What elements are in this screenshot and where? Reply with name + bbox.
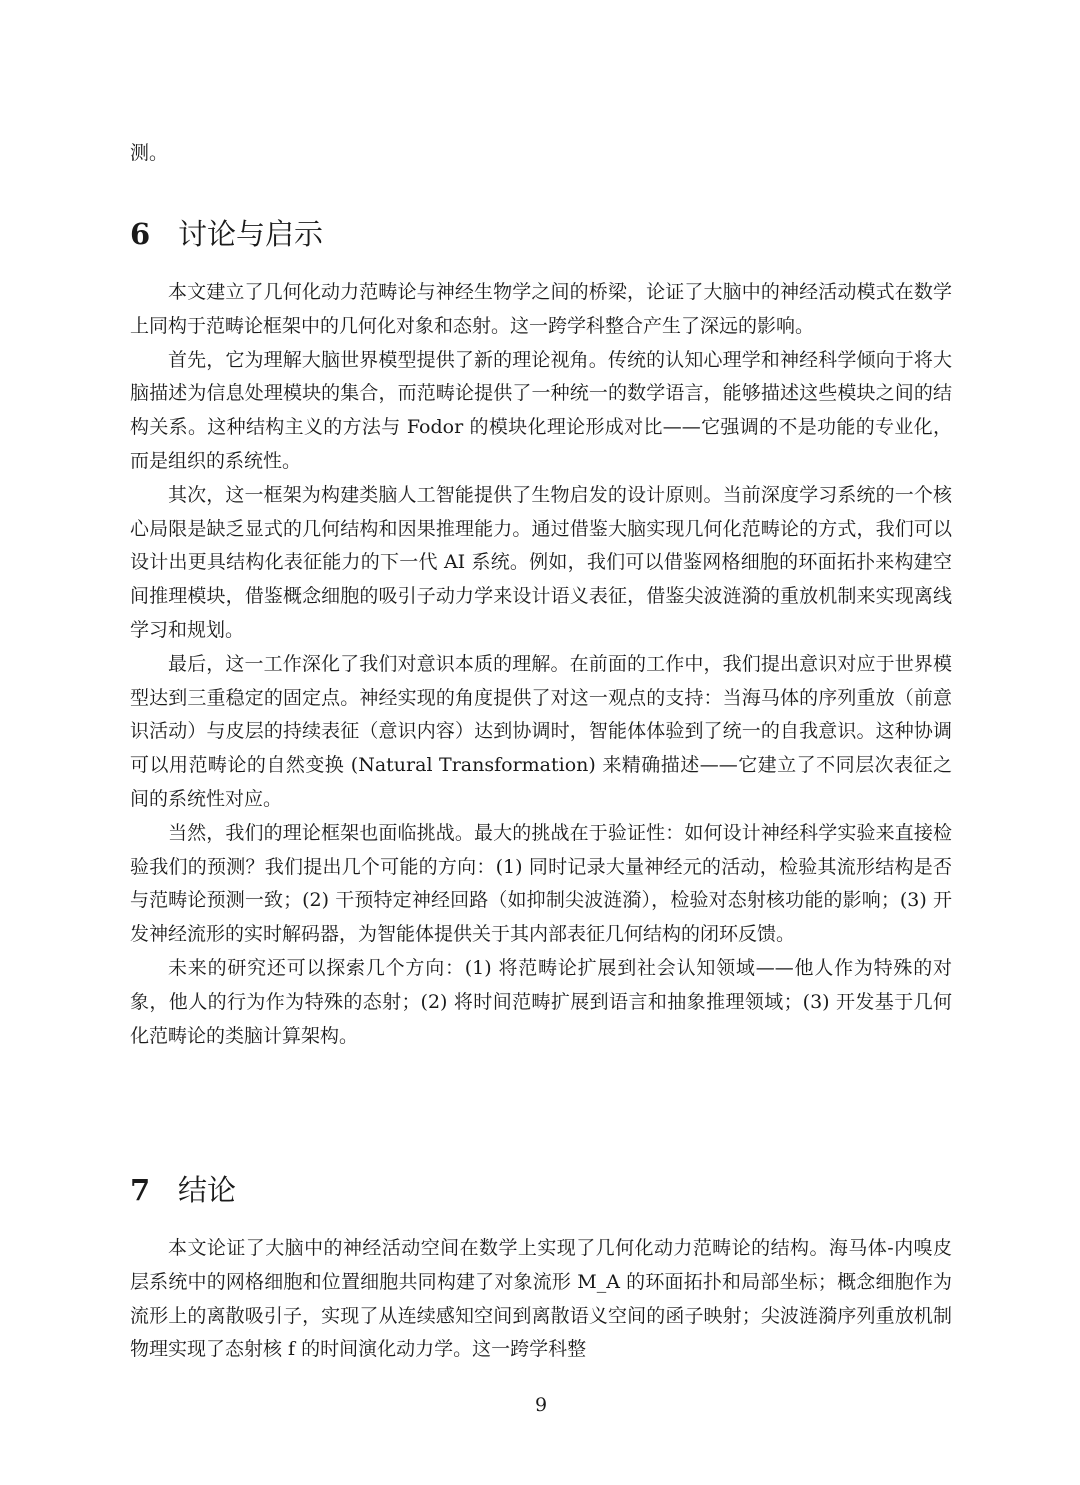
section-number: 7: [130, 1173, 151, 1207]
paragraph: 未来的研究还可以探索几个方向：(1) 将范畴论扩展到社会认知领域——他人作为特殊的对象，他人的行为作为特殊的态射；(2) 将时间范畴扩展到语言和抽象推理领域；(3) 开发基于几何化范畴论的类脑计算架构。: [130, 956, 952, 1047]
section-heading-7: [130, 1170, 952, 1210]
paragraph: 最后，这一工作深化了我们对意识本质的理解。在前面的工作中，我们提出意识对应于世界模型达到三重稳定的固定点。神经实现的角度提供了对这一观点的支持：当海马体的序列重放（前意识活动）与皮层的持续表征（意识内容）达到协调时，智能体体验到了统一的自我意识。这种协调可以用范畴论的自然变换 (Natural Transformation) 来精确描述——它建立了不同层次表征之间的系统性对应。: [130, 652, 952, 810]
paragraph: 当然，我们的理论框架也面临挑战。最大的挑战在于验证性：如何设计神经科学实验来直接检验我们的预测？我们提出几个可能的方向：(1) 同时记录大量神经元的活动，检验其流形结构是否与范畴论预测一致；(2) 干预特定神经回路（如抑制尖波涟漪），检验对态射核功能的影响；(3) 开发神经流形的实时解码器，为智能体提供关于其内部表征几何结构的闭环反馈。: [130, 821, 952, 946]
section-6-body: [130, 276, 952, 1053]
section-heading-6: [130, 214, 952, 254]
page-number: 9: [534, 1394, 548, 1416]
section-title: 结论: [178, 1173, 237, 1207]
carryover-text: 测。: [130, 142, 169, 164]
paper-page: [130, 0, 952, 1485]
paragraph: 本文建立了几何化动力范畴论与神经生物学之间的桥梁，论证了大脑中的神经活动模式在数学上同构于范畴论框架中的几何化对象和态射。这一跨学科整合产生了深远的影响。: [130, 281, 952, 337]
paragraph: 首先，它为理解大脑世界模型提供了新的理论视角。传统的认知心理学和神经科学倾向于将大脑描述为信息处理模块的集合，而范畴论提供了一种统一的数学语言，能够描述这些模块之间的结构关系。这种结构主义的方法与 Fodor 的模块化理论形成对比——它强调的不是功能的专业化，而是组织的系统性。: [130, 348, 952, 472]
section-7-body: [130, 1232, 952, 1367]
section-number: 6: [130, 217, 151, 251]
paragraph: 其次，这一框架为构建类脑人工智能提供了生物启发的设计原则。当前深度学习系统的一个核心局限是缺乏显式的几何结构和因果推理能力。通过借鉴大脑实现几何化范畴论的方式，我们可以设计出更具结构化表征能力的下一代 AI 系统。例如，我们可以借鉴网格细胞的环面拓扑来构建空间推理模块，借鉴概念细胞的吸引子动力学来设计语义表征，借鉴尖波涟漪的重放机制来实现离线学习和规划。: [130, 483, 952, 641]
section-title: 讨论与启示: [178, 217, 324, 251]
paragraph: 本文论证了大脑中的神经活动空间在数学上实现了几何化动力范畴论的结构。海马体-内嗅皮层系统中的网格细胞和位置细胞共同构建了对象流形 M_A 的环面拓扑和局部坐标；概念细胞作为流形上的离散吸引子，实现了从连续感知空间到离散语义空间的函子映射；尖波涟漪序列重放机制物理实现了态射核 f 的时间演化动力学。这一跨学科整: [130, 1237, 952, 1361]
carryover-paragraph: [130, 137, 952, 171]
